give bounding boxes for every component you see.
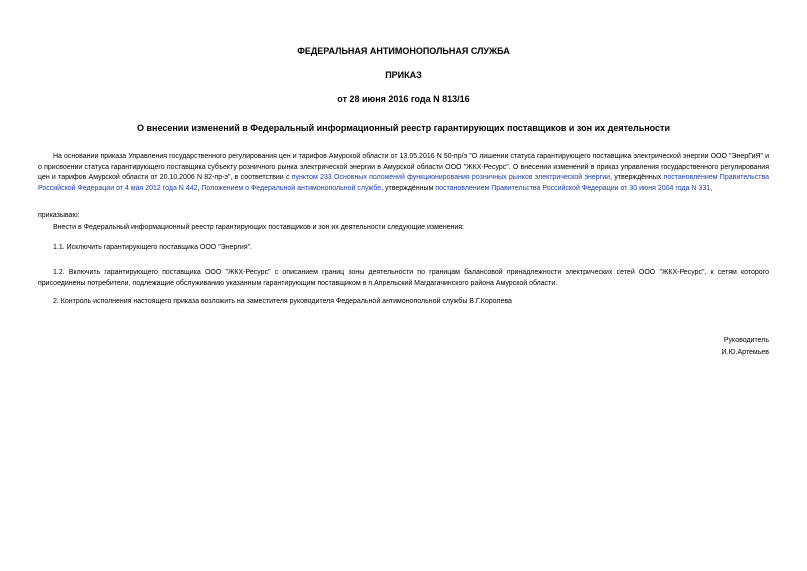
agency-heading: ФЕДЕРАЛЬНАЯ АНТИМОНОПОЛЬНАЯ СЛУЖБА (297, 46, 510, 56)
preamble-text-2: , утверждённых (610, 174, 664, 181)
item-intro-block (38, 223, 769, 234)
item-2-block (38, 297, 769, 308)
signature-position: Руководитель (723, 337, 769, 344)
preamble-text-4: , утверждённым (381, 184, 436, 192)
signature-name: И.Ю.Артемьев (721, 349, 769, 356)
item-intro: Внести в Федеральный информационный реестр гарантирующих поставщиков и зон их деятельности следующие изменения: (53, 224, 465, 231)
preamble-text-3: , (197, 184, 202, 192)
link-resolution-442[interactable]: постановлением Правительства Российской Федерации от 4 мая 2012 года N 442 (38, 174, 769, 192)
link-resolution-331[interactable]: постановлением Правительства Российской Федерации от 30 июня 2004 года N 331 (435, 184, 711, 192)
document-title: О внесении изменений в Федеральный информационный реестр гарантирующих поставщиков и зон их деятельности (137, 123, 670, 133)
preamble-text-5: , (710, 184, 713, 192)
preamble-text-1: На основании приказа Управления государственного регулирования цен и тарифов Амурской области от 13.05.2016 N 50-пр/э "О лишении статуса гарантирующего поставщика электрической энергии ООО "ЭнерГиЯ" и о присвоении статуса гарантирующего поставщика субъекту розничного рынка электрической энергии в Амурской области ООО "ЖКХ-Ресурс". О внесении изменений в приказ управления государственного регулирования цен и тарифов Амурской области от 20.10.2006 N 82-пр-э", в соответствии с (38, 153, 769, 181)
preamble-block (38, 152, 769, 194)
document-date-number: от 28 июня 2016 года N 813/16 (337, 94, 470, 104)
link-point-233[interactable]: пунктом 233 Основных положений функционирования розничных рынков электрической энергии (291, 174, 611, 181)
preamble-paragraph (38, 152, 769, 194)
item-2: 2. Контроль исполнения настоящего приказа возложить на заместителя руководителя Федеральной антимонопольной службы В.Г.Королева (53, 298, 512, 305)
order-word-block (38, 211, 769, 222)
order-word: приказываю: (38, 212, 80, 219)
document-type-heading: ПРИКАЗ (385, 70, 422, 80)
item-1-1: 1.1. Исключить гарантирующего поставщика ООО "Энергия". (53, 244, 253, 251)
item-1-2-block (38, 268, 769, 289)
item-1-1-block (38, 243, 769, 254)
item-1-2: 1.2. Включить гарантирующего поставщика ООО "ЖКХ-Ресурс" с описанием границ зоны деятельности по границам балансовой принадлежности электрических сетей ООО "ЖКХ-Ресурс", к сетям которого присоединены потребители, подлежащие обслуживанию указанным гарантирующим поставщиком в п.Апрельский Магдагачинского района Амурской области. (38, 269, 769, 287)
link-fas-regulation[interactable]: Положением о Федеральной антимонопольной службе (201, 184, 382, 192)
